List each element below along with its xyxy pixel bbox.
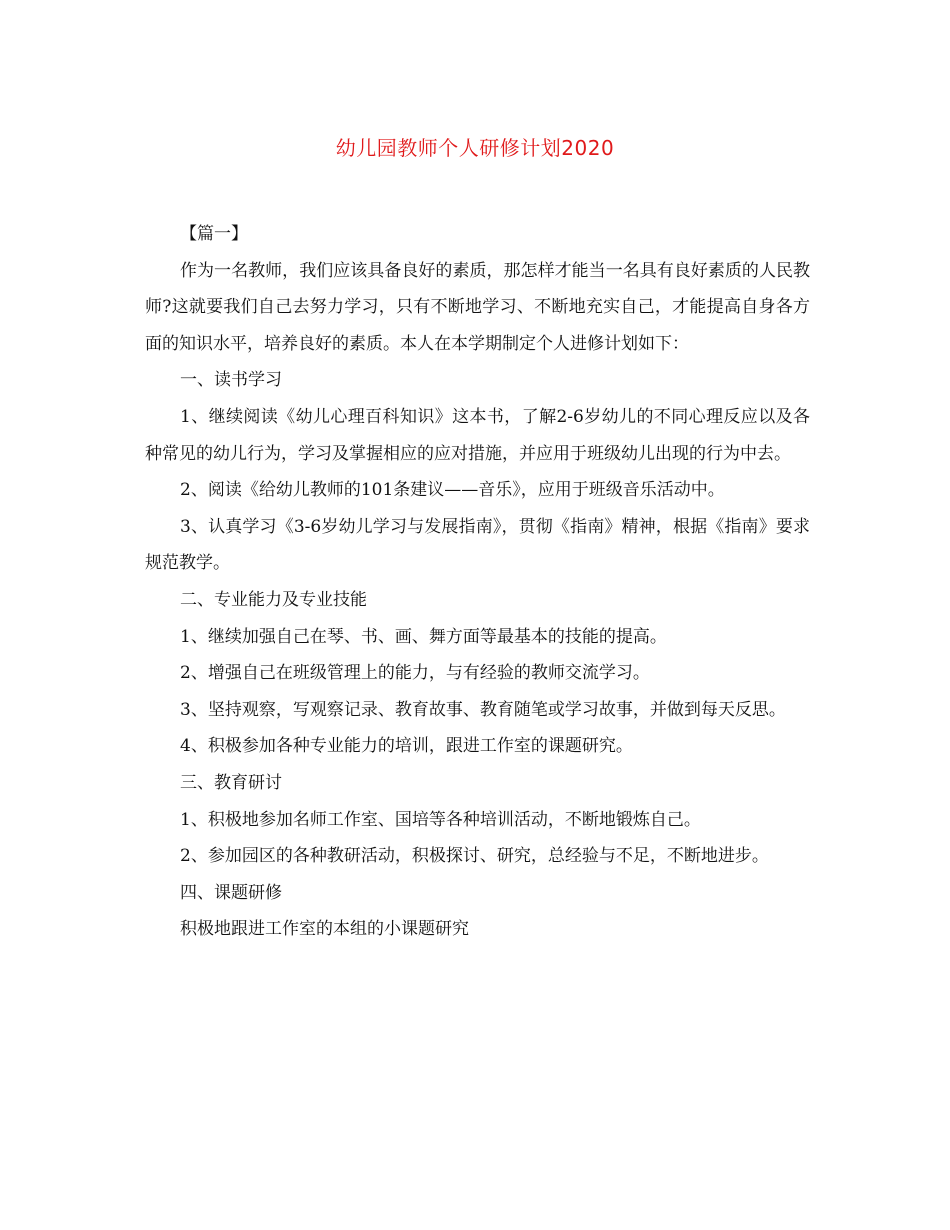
document-title: 幼儿园教师个人研修计划2020 xyxy=(335,136,615,160)
section-heading-research: 三、教育研讨 xyxy=(180,772,282,793)
skills-item-4: 4、积极参加各种专业能力的培训，跟进工作室的课题研究。 xyxy=(180,736,633,757)
document-body xyxy=(145,216,810,948)
section-heading-reading: 一、读书学习 xyxy=(180,370,282,391)
research-item-2: 2、参加园区的各种教研活动，积极探讨、研究，总经验与不足，不断地进步。 xyxy=(180,846,769,867)
reading-item-1: 1、继续阅读《幼儿心理百科知识》这本书，了解2-6岁幼儿的不同心理反应以及各种常见的幼儿行为，学习及掌握相应的应对措施，并应用于班级幼儿出现的行为中去。 xyxy=(145,406,810,464)
section-heading-skills: 二、专业能力及专业技能 xyxy=(180,589,367,610)
skills-item-2: 2、增强自己在班级管理上的能力，与有经验的教师交流学习。 xyxy=(180,663,650,684)
section-heading-topic: 四、课题研修 xyxy=(180,882,282,903)
research-item-1: 1、积极地参加名师工作室、国培等各种培训活动，不断地锻炼自己。 xyxy=(180,809,701,830)
intro-paragraph: 作为一名教师，我们应该具备良好的素质，那怎样才能当一名具有良好素质的人民教师?这就要我们自己去努力学习，只有不断地学习、不断地充实自己，才能提高自身各方面的知识水平，培养良好的素质。本人在本学期制定个人进修计划如下： xyxy=(145,260,810,354)
topic-item: 积极地跟进工作室的本组的小课题研究 xyxy=(180,919,469,940)
skills-item-3: 3、坚持观察，写观察记录、教育故事、教育随笔或学习故事，并做到每天反思。 xyxy=(180,699,786,720)
reading-item-3: 3、认真学习《3-6岁幼儿学习与发展指南》，贯彻《指南》精神，根据《指南》要求规范教学。 xyxy=(145,516,810,574)
skills-item-1: 1、继续加强自己在琴、书、画、舞方面等最基本的技能的提高。 xyxy=(180,626,667,647)
section-label: 【篇一】 xyxy=(180,224,248,244)
reading-item-2: 2、阅读《给幼儿教师的101条建议——音乐》，应用于班级音乐活动中。 xyxy=(180,480,725,501)
